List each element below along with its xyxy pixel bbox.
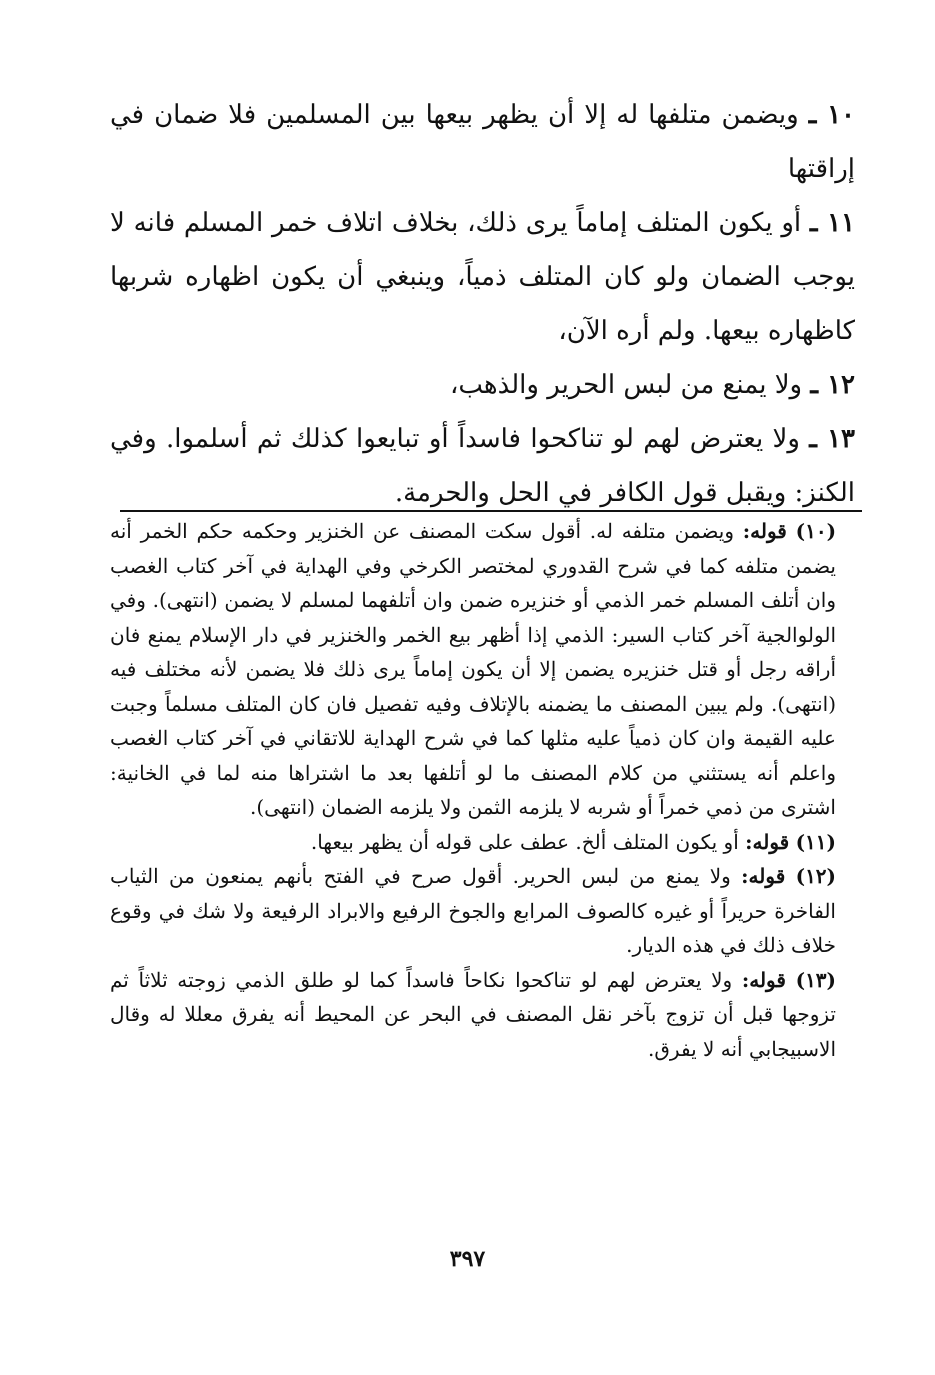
note-text: ولا يمنع من لبس الحرير. أقول صرح في الفتح بأنهم يمنعون من الثياب الفاخرة حريراً أو غيره كالصوف المرابع والجوخ الرفيع والابراد الرفيعة ولا شك في وقوع خلاف ذلك في هذه الديار. [110, 864, 836, 957]
note-text: ولا يعترض لهم لو تناكحوا نكاحاً فاسداً كما لو طلق الذمي زوجته ثلاثاً ثم تزوجها قبل أن تزوج بآخر نقل المصنف في البحر عن المحيط أنه يفرق معللا له وقال الاسبيجابي أنه لا يفرق. [110, 967, 836, 1061]
note-number: (١٢) [795, 864, 837, 888]
note-number: (١١) [795, 829, 836, 854]
commentary-notes [110, 514, 862, 1066]
main-text [110, 88, 855, 520]
main-paragraph-13 [110, 412, 855, 520]
main-paragraph-12 [110, 358, 855, 412]
main-paragraph-11 [110, 196, 855, 358]
note-11 [110, 825, 862, 860]
note-number: (١٠) [795, 519, 837, 543]
note-text: ويضمن متلفه له. أقول سكت المصنف عن الخنزير وحكمه حكم الخمر أنه يضمن متلفه كما في شرح القدوري لمختصر الكرخي وفي الهداية في آخر كتاب الغصب وان أتلف المسلم خمر الذمي أو خنزيره ضمن وان أتلفهما لمسلم لا يضمن (انتهى). وفي الولوالجية آخر كتاب السير: الذمي إذا أظهر بيع الخمر والخنزير في دار الإسلام يمنع فان أراقه رجل أو قتل خنزيره يضمن إلا أن يكون إماماً يرى ذلك فلا يضمن لأنه مختلف فيه (انتهى). ولم يبين المصنف ما يضمنه بالإتلاف وفيه تفصيل فان كان المتلف مسلماً وجبت عليه القيمة وان كان ذمياً عليه مثلها كما في شرح الهداية للاتقاني في آخر كتاب الغصب واعلم أنه يستثني من كلام المصنف ما لو أتلفها بعد ما اشتراها منه لما في الخانية: اشترى من ذمي خمراً أو شربه لا يلزمه الثمن ولا يلزمه الضمان (انتهى). [110, 519, 836, 819]
note-text: أو يكون المتلف ألخ. عطف على قوله أن يظهر بيعها. [310, 829, 739, 854]
note-10 [110, 514, 862, 825]
item-text: أو يكون المتلف إماماً يرى ذلك، بخلاف اتلاف خمر المسلم فانه لا يوجب الضمان ولو كان المتلف ذمياً، وينبغي أن يكون اظهاره شربها كاظهاره بيعها. ولم أره الآن، [110, 208, 855, 346]
item-text: ولا يعترض لهم لو تناكحوا فاسداً أو تبايعوا كذلك ثم أسلموا. وفي الكنز: ويقبل قول الكافر في الحل والحرمة. [110, 424, 855, 508]
item-number: ١٠ ـ [808, 100, 856, 130]
item-text: ويضمن متلفها له إلا أن يظهر بيعها بين المسلمين فلا ضمان في إراقتها [110, 100, 855, 184]
page-number: ٣٩٧ [449, 1246, 486, 1272]
note-label: قوله: [742, 519, 787, 543]
note-12 [110, 859, 862, 963]
note-label: قوله: [745, 829, 790, 854]
note-number: (١٣) [795, 967, 837, 992]
item-number: ١١ ـ [809, 208, 856, 238]
note-13 [110, 963, 862, 1067]
main-paragraph-10 [110, 88, 855, 196]
item-number: ١٣ ـ [809, 424, 855, 454]
note-label: قوله: [741, 967, 786, 992]
note-label: قوله: [741, 864, 786, 888]
item-text: ولا يمنع من لبس الحرير والذهب، [449, 370, 803, 400]
item-number: ١٢ ـ [810, 370, 855, 400]
footnote-divider [120, 510, 862, 512]
